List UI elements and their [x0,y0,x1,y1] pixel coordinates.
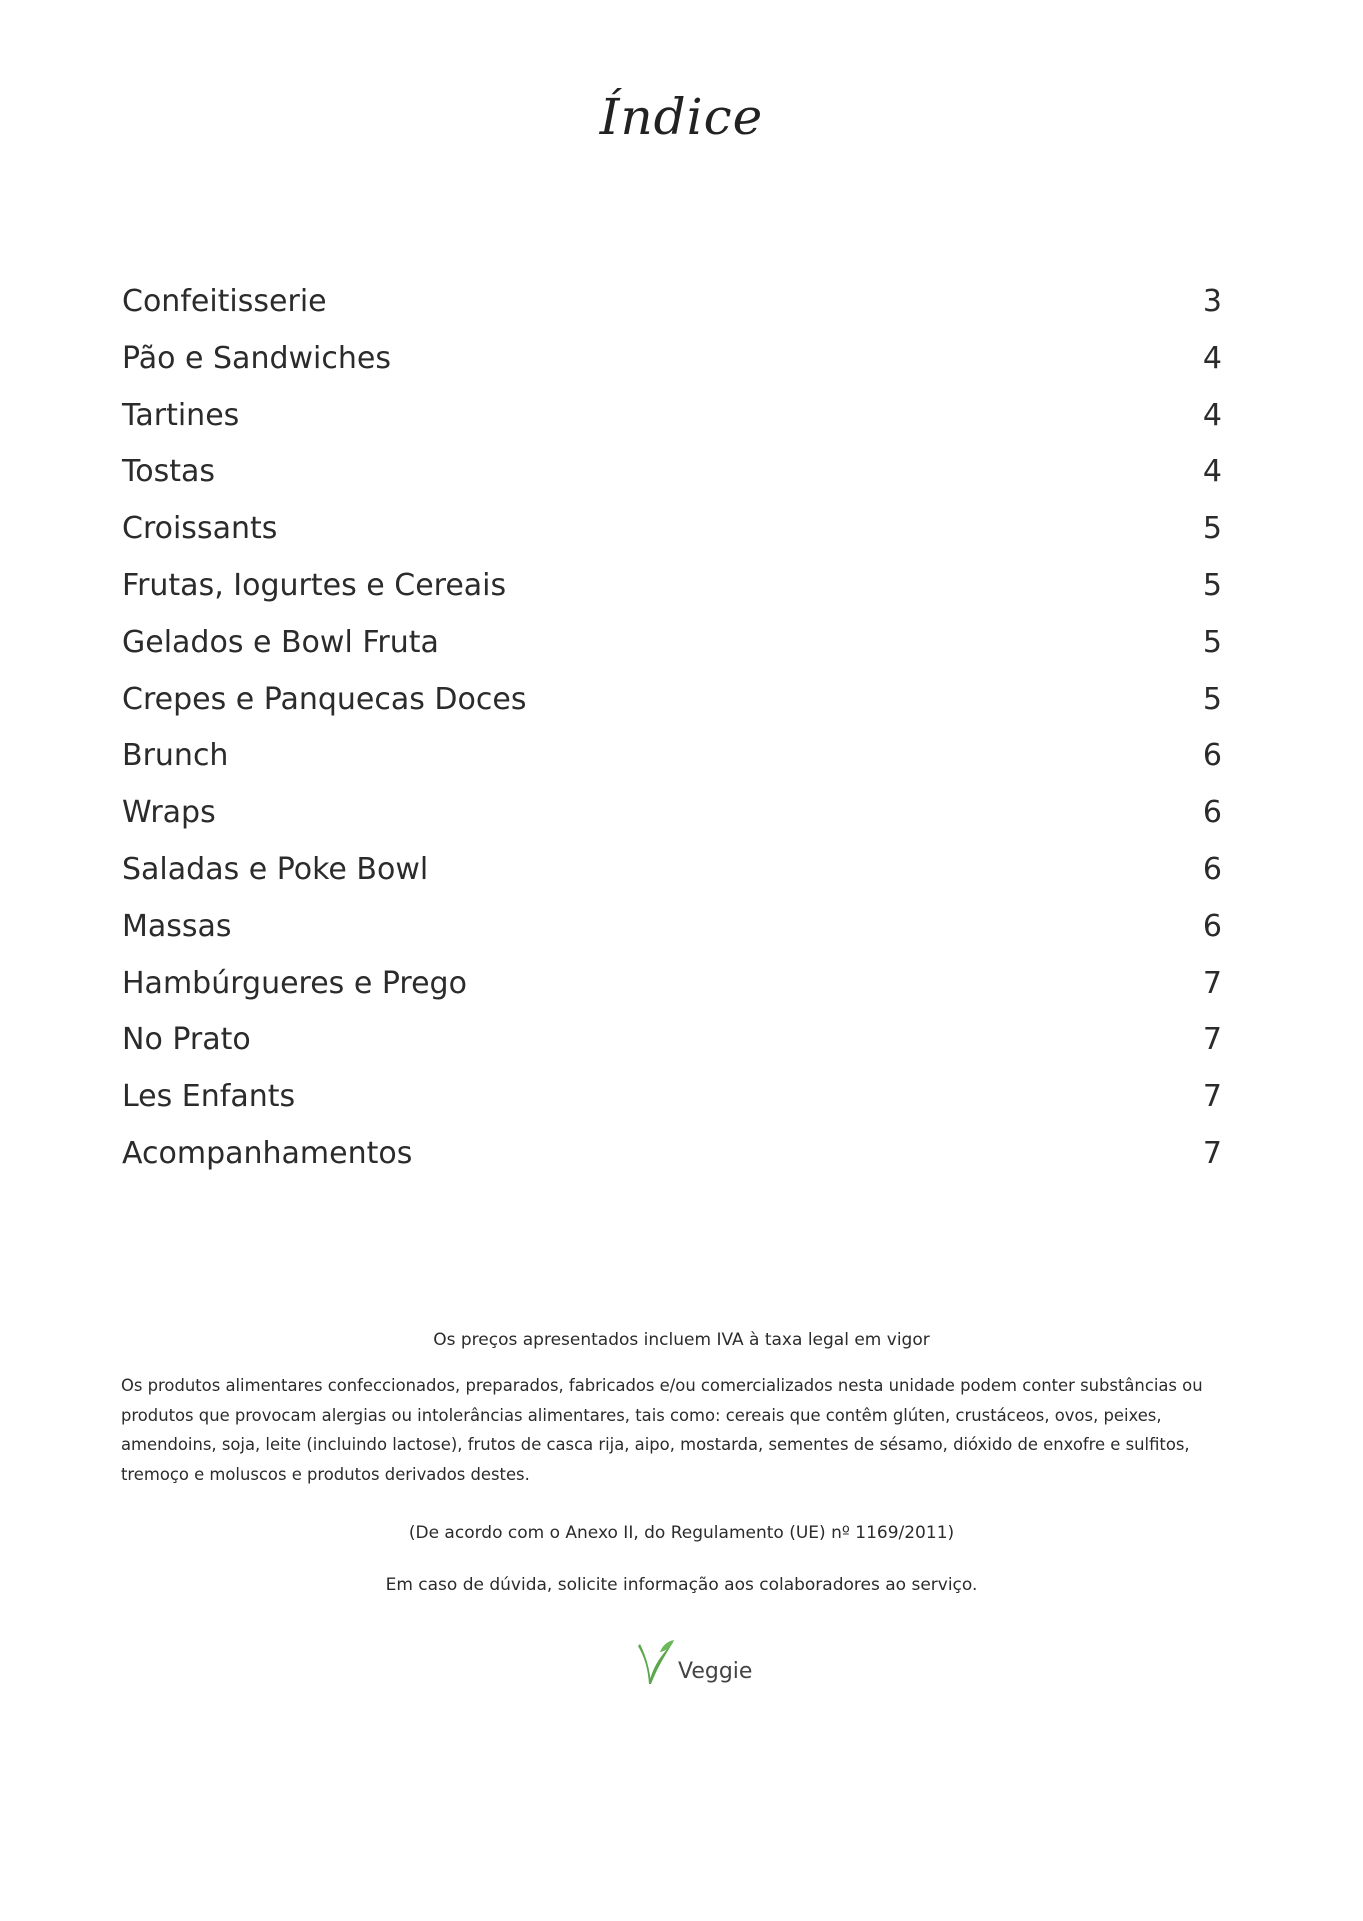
toc-item-page: 7 [1202,965,1222,1001]
toc-item-label: Crepes e Panquecas Doces [122,681,527,717]
toc-item[interactable] [122,331,1222,388]
toc-item-label: Pão e Sandwiches [122,340,391,376]
toc-item-label: Tartines [122,397,240,433]
toc-item-page: 7 [1202,1079,1222,1115]
toc-item-page: 4 [1202,397,1222,433]
toc-item-label: Les Enfants [122,1079,296,1115]
toc-item[interactable] [122,274,1222,331]
help-note: Em caso de dúvida, solicite informação aos colaboradores ao serviço. [385,1575,978,1595]
toc-item-page: 6 [1202,795,1222,831]
toc-item[interactable] [122,388,1222,445]
toc-item-label: Massas [122,908,232,944]
toc-item[interactable] [122,1126,1222,1183]
toc-item-page: 5 [1202,567,1222,603]
toc-item-label: Confeitisserie [122,284,327,319]
toc-item-label: Tostas [122,454,215,490]
toc-item-page: 7 [1202,1135,1222,1171]
toc-item[interactable] [122,615,1222,672]
toc-item-label: Wraps [122,795,216,831]
toc-item-page: 5 [1202,511,1222,547]
toc-item-label: Brunch [122,738,229,774]
page-title: Índice [599,88,764,146]
vat-note: Os preços apresentados incluem IVA à taxa legal em vigor [433,1330,930,1350]
toc-item-page: 4 [1202,454,1222,490]
toc-item-label: Acompanhamentos [122,1135,413,1171]
veggie-label: Veggie [678,1659,753,1684]
toc-item[interactable] [122,672,1222,729]
toc-item[interactable] [122,558,1222,615]
toc-item[interactable] [122,444,1222,501]
toc-item-page: 5 [1202,624,1222,660]
toc-item-label: Saladas e Poke Bowl [122,851,429,887]
toc-item[interactable] [122,728,1222,785]
veggie-legend [636,1638,752,1686]
toc-item-page: 4 [1202,340,1222,376]
allergen-notice: Os produtos alimentares confeccionados, preparados, fabricados e/ou comercializados nesta unidade podem conter substâncias ou produtos que provocam alergias ou intolerâncias alimentares, tais como: cereais que contêm glúten, crustáceos, ovos, peixes, amendoins, soja, leite (incluindo lactose), frutos de casca rija, aipo, mostarda, sementes de sésamo, dióxido de enxofre e sulfitos, tremoço e moluscos e produtos derivados destes. [121,1376,1203,1484]
toc-item-page: 7 [1202,1022,1222,1058]
toc-item-label: Frutas, Iogurtes e Cereais [122,567,507,603]
toc-item-label: Croissants [122,511,278,547]
toc-item[interactable] [122,785,1222,842]
toc-item[interactable] [122,956,1222,1013]
toc-item[interactable] [122,899,1222,956]
toc-item[interactable] [122,842,1222,899]
toc-item-page: 5 [1202,681,1222,717]
toc-item-label: Gelados e Bowl Fruta [122,624,439,660]
toc-item-page: 6 [1202,738,1222,774]
veggie-leaf-icon [636,1638,676,1686]
toc-item-page: 6 [1202,908,1222,944]
toc-item[interactable] [122,1069,1222,1126]
toc-item-page: 3 [1202,284,1222,319]
toc-item-label: No Prato [122,1022,251,1058]
toc-item[interactable] [122,1012,1222,1069]
table-of-contents [122,274,1222,1183]
toc-item-label: Hambúrgueres e Prego [122,965,467,1001]
regulation-note: (De acordo com o Anexo II, do Regulamento (UE) nº 1169/2011) [408,1523,955,1543]
toc-item-page: 6 [1202,851,1222,887]
toc-item[interactable] [122,501,1222,558]
